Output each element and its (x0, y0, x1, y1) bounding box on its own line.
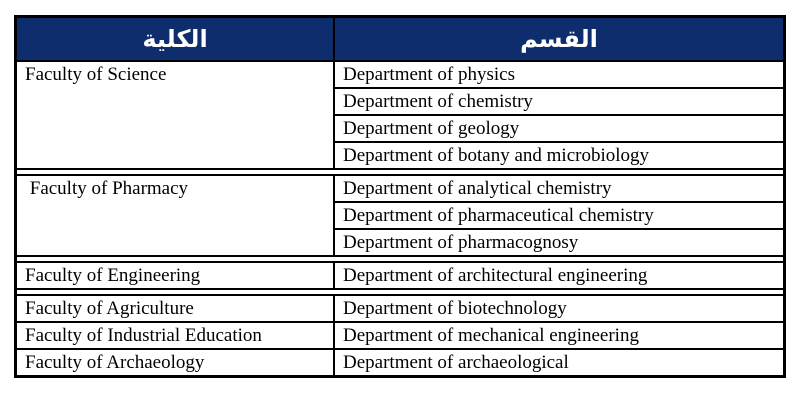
faculty-cell: Faculty of Industrial Education (16, 322, 334, 349)
faculty-cell: Faculty of Engineering (16, 262, 334, 289)
header-faculty: الكلية (16, 17, 334, 61)
department-cell: Department of pharmacognosy (334, 229, 784, 256)
faculty-cell: Faculty of Agriculture (16, 295, 334, 322)
table-row (16, 322, 784, 349)
department-cell: Department of botany and microbiology (334, 142, 784, 169)
department-cell: Department of geology (334, 115, 784, 142)
department-cell: Department of biotechnology (334, 295, 784, 322)
department-cell: Department of pharmaceutical chemistry (334, 202, 784, 229)
faculty-cell: Faculty of Science (16, 61, 334, 169)
department-cell: Department of architectural engineering (334, 262, 784, 289)
department-cell: Department of analytical chemistry (334, 175, 784, 202)
faculty-cell: Faculty of Pharmacy (16, 175, 334, 256)
faculty-cell: Faculty of Archaeology (16, 349, 334, 376)
department-cell: Department of physics (334, 61, 784, 88)
table-row (16, 349, 784, 376)
faculty-department-table (14, 15, 786, 378)
table-row (16, 295, 784, 322)
table-row (16, 61, 784, 88)
department-cell: Department of archaeological (334, 349, 784, 376)
header-department: القسم (334, 17, 784, 61)
table-row (16, 262, 784, 289)
department-cell: Department of chemistry (334, 88, 784, 115)
table-header-row (16, 17, 784, 61)
table-body (16, 61, 784, 376)
table-row (16, 175, 784, 202)
department-cell: Department of mechanical engineering (334, 322, 784, 349)
